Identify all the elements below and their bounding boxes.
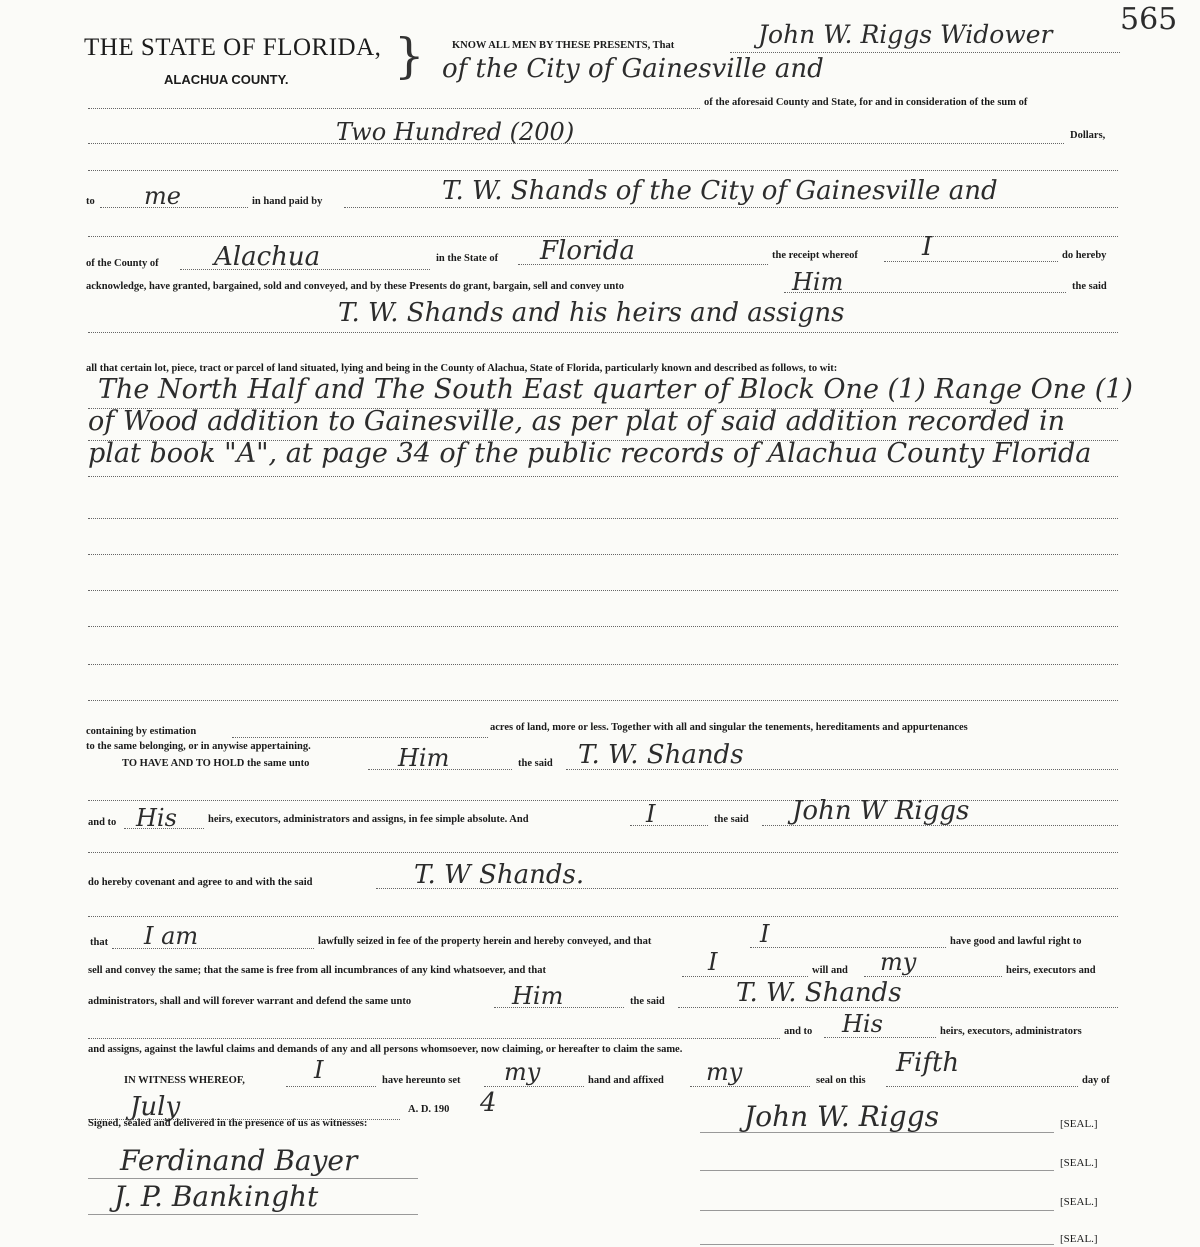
- defend-said: T. W. Shands: [736, 978, 902, 1008]
- lawfully-text: lawfully seized in fee of the property herein and hereby conveyed, and that: [318, 936, 652, 947]
- grantor-city: of the City of Gainesville and: [442, 54, 824, 84]
- sell-convey-text: sell and convey the same; that the same is free from all incumbrances of any kind whatsoever, and that: [88, 965, 547, 976]
- of-county-text: of the County of: [86, 258, 159, 269]
- aforesaid-text: of the aforesaid County and State, for and in consideration of the sum of: [704, 97, 1028, 108]
- grantor-signature: John W. Riggs: [744, 1100, 939, 1133]
- day: Fifth: [896, 1048, 960, 1078]
- my-heirs: my: [880, 948, 917, 976]
- state-name: Florida: [540, 236, 635, 266]
- seal-2: [SEAL.]: [1060, 1157, 1098, 1169]
- seal-1: [SEAL.]: [1060, 1118, 1098, 1130]
- and-i-line: [630, 825, 708, 826]
- in-hand-text: in hand paid by: [252, 196, 323, 207]
- line-2: [88, 170, 1118, 171]
- month: July: [130, 1092, 181, 1122]
- sum-line: [88, 143, 1064, 144]
- do-hereby-text: do hereby: [1062, 250, 1107, 261]
- my-seal-line: [690, 1086, 810, 1087]
- grantee-heirs: T. W. Shands and his heirs and assigns: [338, 298, 845, 328]
- and-to-his-2: His: [842, 1010, 883, 1038]
- signature-line-1: [700, 1132, 1054, 1133]
- and-that-i-line: [682, 976, 808, 977]
- heirs-admin-text: heirs, executors, administrators: [940, 1026, 1082, 1037]
- containing-text: containing by estimation: [86, 726, 197, 737]
- dollars-text: Dollars,: [1070, 130, 1106, 141]
- intro-text: KNOW ALL MEN BY THESE PRESENTS, That: [452, 40, 675, 51]
- defend-unto: Him: [512, 982, 564, 1010]
- desc-rule-4: [88, 518, 1118, 519]
- and-to-2-text: and to: [784, 1026, 813, 1037]
- acres-line: [232, 737, 488, 738]
- paid-by: T. W. Shands of the City of Gainesville and: [442, 176, 998, 206]
- acknowledge-text: acknowledge, have granted, bargained, sold and conveyed, and by these Presents do grant, bargain, sell and convey unto: [86, 281, 624, 292]
- county-heading: ALACHUA COUNTY.: [164, 72, 289, 87]
- grantor-line: [730, 52, 1120, 53]
- description-line-2: of Wood addition to Gainesville, as per plat of said addition recorded in: [88, 406, 1066, 437]
- line-8: [88, 1038, 780, 1039]
- brace: }: [394, 28, 425, 84]
- habendum-unto: Him: [398, 744, 450, 772]
- line-7: [88, 916, 1118, 917]
- line-1: [88, 108, 700, 109]
- and-to-text: and to: [88, 817, 117, 828]
- seal-on-this-text: seal on this: [816, 1075, 866, 1086]
- seal-3: [SEAL.]: [1060, 1196, 1098, 1208]
- witness-line-2: [88, 1214, 418, 1215]
- my-seal: my: [706, 1058, 743, 1086]
- my-hand-line: [484, 1086, 584, 1087]
- year-digit: 4: [480, 1088, 497, 1118]
- receipt-by: I: [922, 232, 933, 262]
- signature-line-3: [700, 1210, 1054, 1211]
- desc-rule-8: [88, 664, 1118, 665]
- sum-amount: Two Hundred (200): [336, 118, 575, 146]
- description-line-1: The North Half and The South East quarter of Block One (1) Range One (1): [98, 374, 1133, 405]
- all-that-text: all that certain lot, piece, tract or parcel of land situated, lying and being in the County of Alachua, State of Florida, particularly known and described as follows, to wit:: [86, 363, 838, 374]
- habendum-said: T. W. Shands: [578, 740, 744, 770]
- desc-rule-3: [88, 476, 1118, 477]
- desc-rule-7: [88, 626, 1118, 627]
- signed-sealed-text: Signed, sealed and delivered in the presence of us as witnesses:: [88, 1118, 368, 1129]
- desc-rule-6: [88, 590, 1118, 591]
- belonging-text: to the same belonging, or in anywise appertaining.: [86, 741, 311, 752]
- that-i: I: [760, 920, 770, 948]
- assigns-against-text: and assigns, against the lawful claims and demands of any and all persons whomsoever, now claiming, or hereafter to claim the same.: [88, 1044, 683, 1055]
- line-4: [88, 332, 1118, 333]
- and-to-his: His: [136, 804, 177, 832]
- state-heading: THE STATE OF FLORIDA,: [84, 34, 382, 61]
- have-hereunto-text: have hereunto set: [382, 1075, 461, 1086]
- the-said-3-text: the said: [714, 814, 749, 825]
- to-text: to: [86, 196, 95, 207]
- administrators-text: administrators, shall and will forever warrant and defend the same unto: [88, 996, 412, 1007]
- the-said-2-text: the said: [518, 758, 553, 769]
- signature-line-2: [700, 1170, 1054, 1171]
- description-line-3: plat book "A", at page 34 of the public records of Alachua County Florida: [88, 438, 1092, 469]
- unto: Him: [792, 268, 844, 296]
- witness-1: Ferdinand Bayer: [120, 1144, 358, 1177]
- paid-by-line: [344, 207, 1118, 208]
- signature-line-4: [700, 1244, 1054, 1245]
- the-said-4-text: the said: [630, 996, 665, 1007]
- witness-2: J. P. Bankinght: [114, 1180, 319, 1213]
- desc-rule-5: [88, 554, 1118, 555]
- day-of-text: day of: [1082, 1075, 1110, 1086]
- county-name: Alachua: [214, 242, 321, 272]
- page-number: 565: [1120, 2, 1178, 37]
- and-that-i: I: [708, 948, 718, 976]
- in-witness-text: IN WITNESS WHEREOF,: [124, 1075, 245, 1086]
- witness-i-line: [286, 1086, 376, 1087]
- witness-i: I: [314, 1056, 324, 1084]
- the-said-text: the said: [1072, 281, 1107, 292]
- my-line: [864, 976, 1002, 977]
- line-6: [88, 852, 1118, 853]
- that-i-line: [750, 947, 946, 948]
- and-i: I: [646, 800, 656, 828]
- i-am: I am: [144, 922, 199, 950]
- desc-rule-9: [88, 700, 1118, 701]
- ad-text: A. D. 190: [408, 1104, 450, 1115]
- my-hand: my: [504, 1058, 541, 1086]
- to-have-text: TO HAVE AND TO HOLD the same unto: [122, 758, 310, 769]
- covenantee: T. W Shands.: [414, 860, 585, 890]
- grantor-name: John W. Riggs Widower: [758, 20, 1053, 49]
- will-and-text: will and: [812, 965, 848, 976]
- covenantor: John W Riggs: [792, 796, 970, 826]
- receipt-line: [884, 261, 1058, 262]
- i-am-line: [112, 948, 314, 949]
- to-whom: me: [144, 182, 181, 210]
- in-state-text: in the State of: [436, 253, 499, 264]
- heirs-exec-text: heirs, executors and: [1006, 965, 1096, 976]
- witness-line-1: [88, 1178, 418, 1179]
- receipt-text: the receipt whereof: [772, 250, 858, 261]
- heirs-fee-text: heirs, executors, administrators and assigns, in fee simple absolute. And: [208, 814, 529, 825]
- seal-4: [SEAL.]: [1060, 1233, 1098, 1245]
- acres-text: acres of land, more or less. Together with all and singular the tenements, hereditaments and appurtenances: [490, 722, 968, 733]
- covenant-text: do hereby covenant and agree to and with the said: [88, 877, 313, 888]
- day-line: [886, 1086, 1078, 1087]
- hand-affixed-text: hand and affixed: [588, 1075, 664, 1086]
- good-right-text: have good and lawful right to: [950, 936, 1082, 947]
- that-text: that: [90, 937, 109, 948]
